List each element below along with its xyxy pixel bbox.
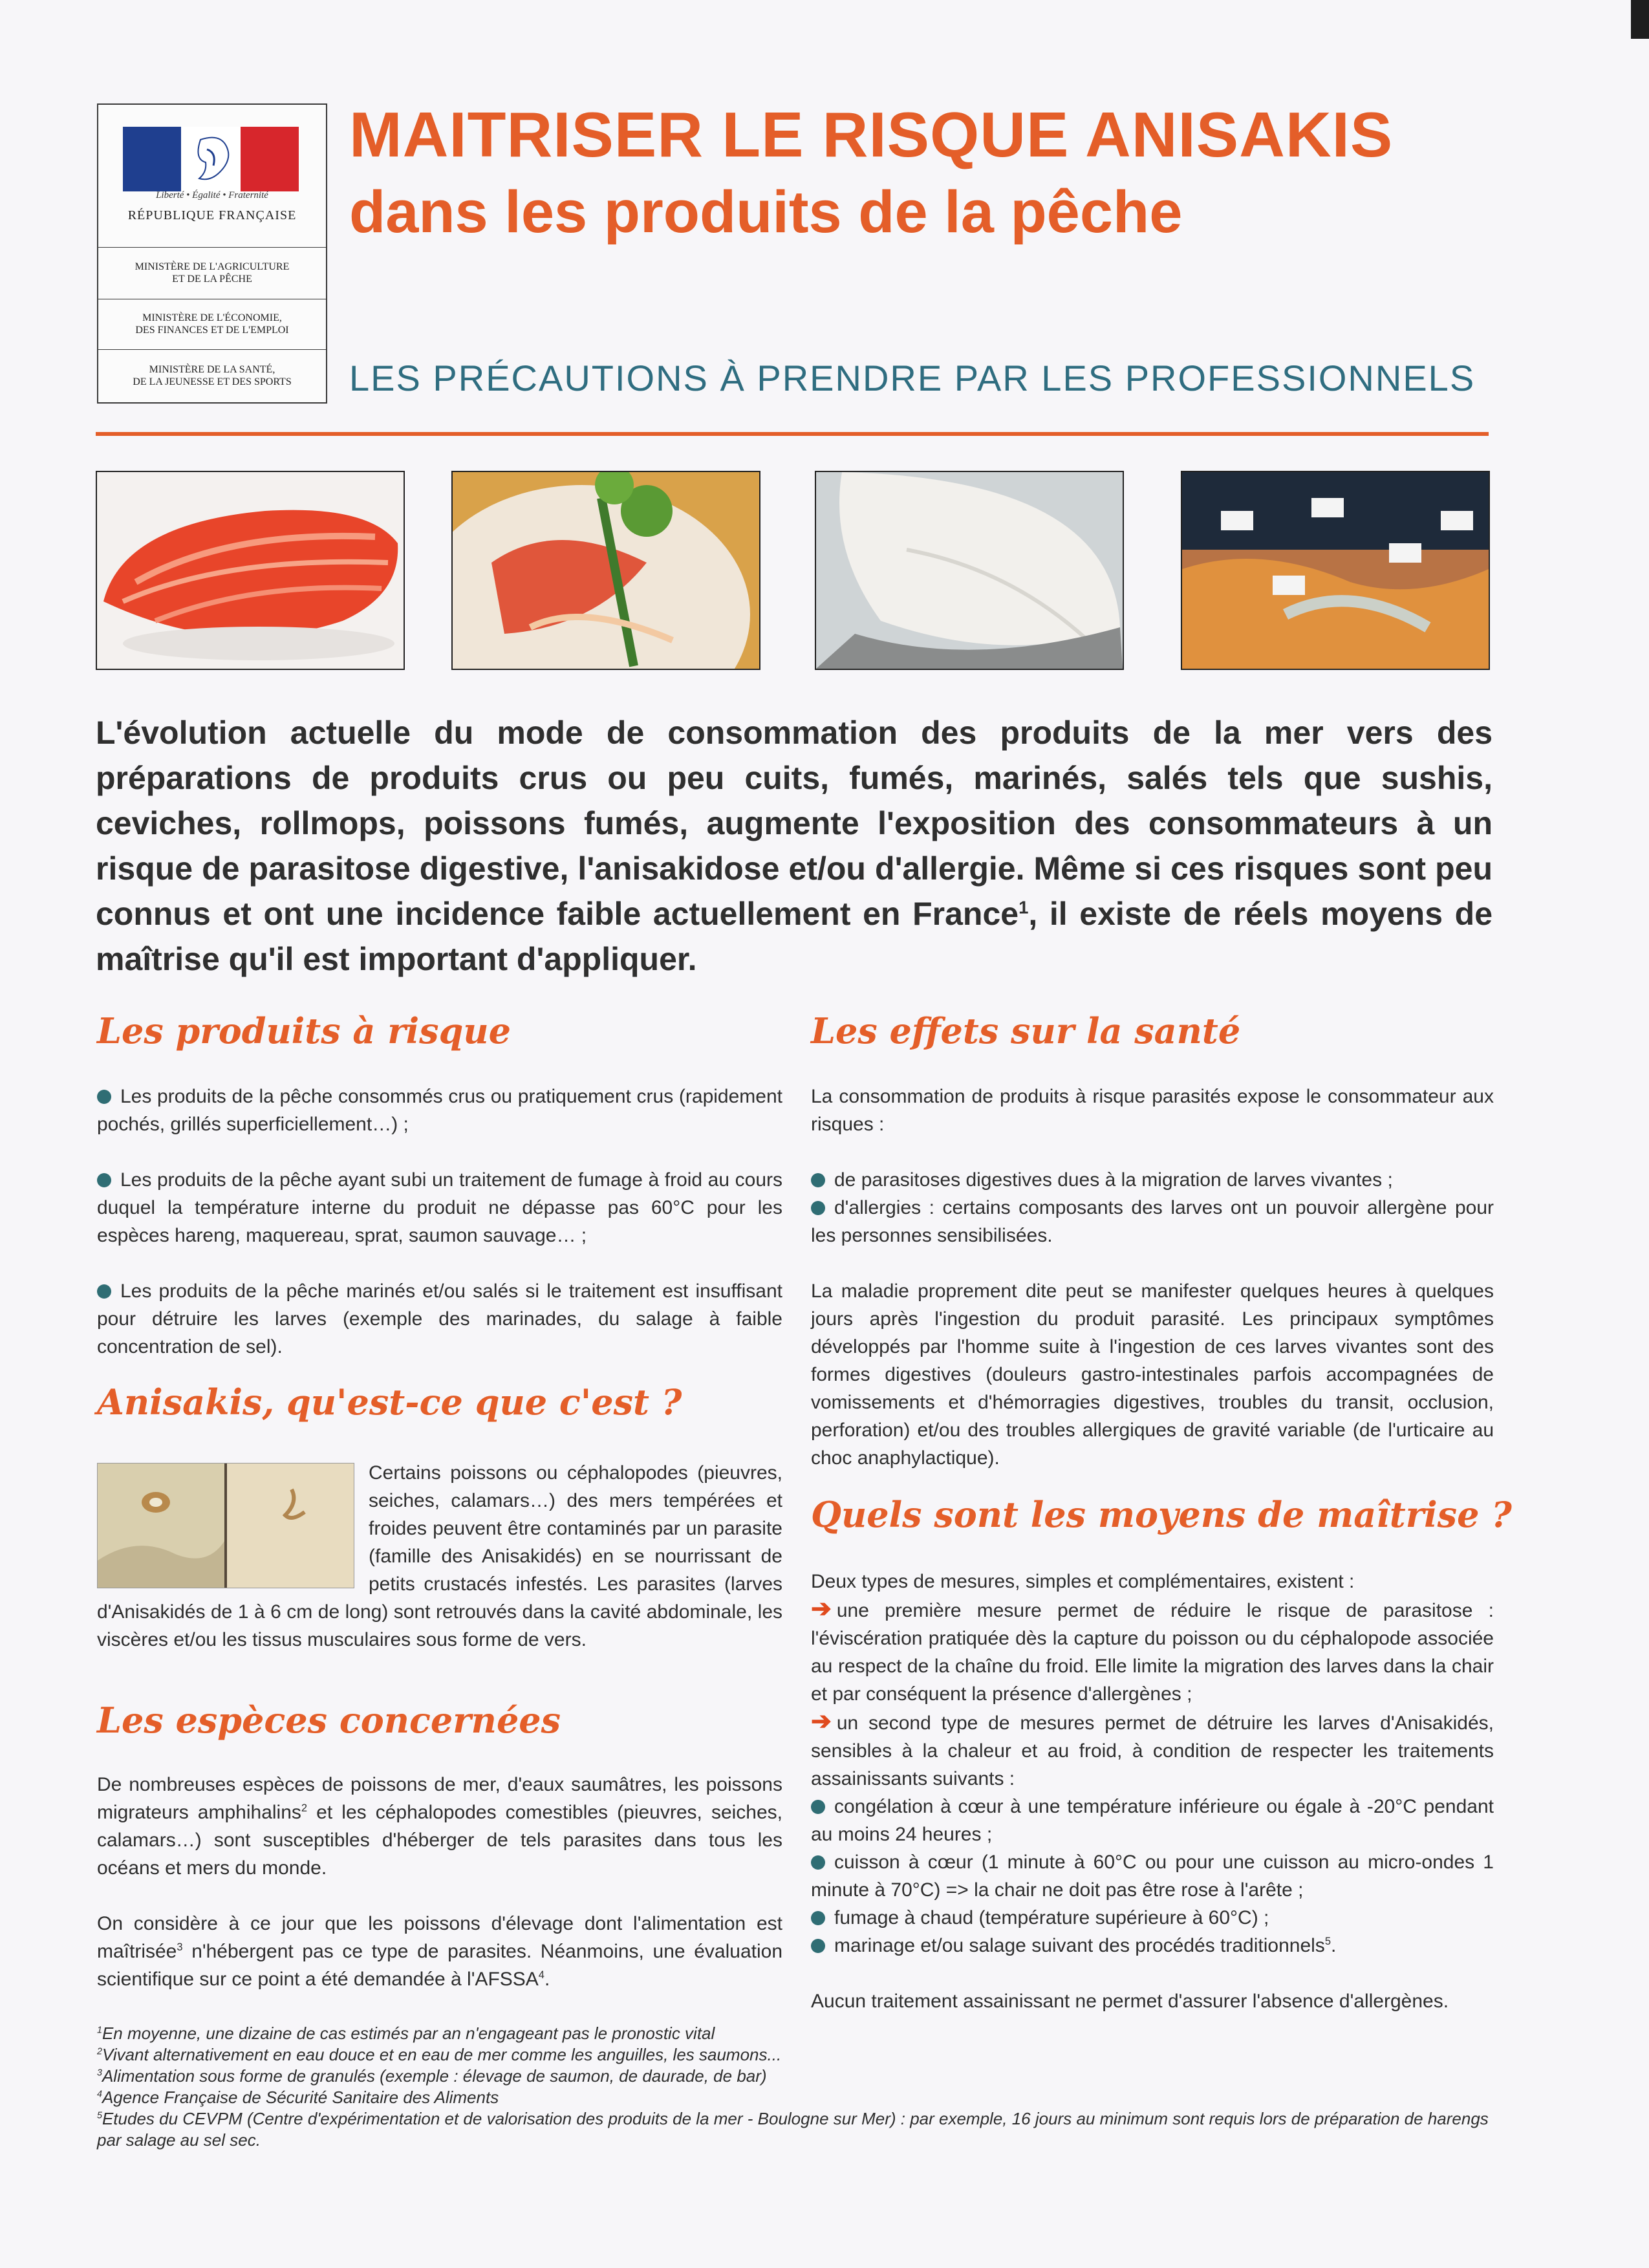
bullet-icon xyxy=(97,1173,111,1187)
raw-fish-steak-photo xyxy=(815,471,1124,670)
intro-paragraph: L'évolution actuelle du mode de consommation des produits de la mer vers des préparations de produits crus ou peu cuits, fumés, marinés, salés tels que sushis, ceviches, rollmops, poissons fumés, augmente l'exposition des consommateurs à un risque de parasitose digestive, l'anisakidose et/ou d'allergie. Même si ces risques sont peu connus et ont une incidence faible actuellement en France$^1$, il existe de réels moyens de maîtrise qu'il est important d'appliquer. xyxy=(96,715,1493,977)
especes-text: De nombreuses espèces de poissons de mer, d'eaux saumâtres, les poissons migrateurs amphihalins$^2$ et les céphalopodes comestibles (pieuvres, seiches, calamars…) sont susceptibles d'héberger de tels parasites dans tous les océans et mers du monde. On considère à ce jour que les poissons d'élevage dont l'alimentation est maîtrisée$^3$ n'hébergent pas ce type de parasites. Néanmoins, une évaluation scientifique sur ce point a été demandée à l'AFSSA$^4$. xyxy=(97,1774,783,1990)
heading-produits-a-risque: Les produits à risque xyxy=(97,1010,511,1052)
bullet-icon xyxy=(811,1855,825,1870)
heading-moyens-maitrise: Quels sont les moyens de maîtrise ? xyxy=(811,1494,1512,1535)
ministry-agriculture: MINISTÈRE DE L'AGRICULTURE ET DE LA PÊCHE xyxy=(98,247,326,298)
list-item: congélation à cœur à une température inférieure ou égale à -20°C pendant au moins 24 heures ; xyxy=(811,1796,1494,1845)
bullet-icon xyxy=(811,1939,825,1953)
footnote: $^5$Etudes du CEVPM (Centre d'expérimentation et de valorisation des produits de la mer - Boulogne sur Mer) : par exemple, 16 jours au minimum sont requis lors de préparation de harengs par salage au sel sec. xyxy=(97,2109,1489,2150)
list-item: cuisson à cœur (1 minute à 60°C ou pour une cuisson au micro-ondes 1 minute à 70°C) => la chair ne doit pas être rose à l'arête ; xyxy=(811,1852,1494,1901)
fish-market-stall-photo xyxy=(1181,471,1490,670)
sushi-photo xyxy=(96,471,405,670)
effets-text: La consommation de produits à risque parasités expose le consommateur aux risques : de parasitoses digestives dues à la migration de larves vivantes ; d'allergies : certains composants des larves ont un pouvoir allergène pour les personnes sensibilisées. La maladie proprement dite peut se manifester quelques heures à quelques jours après l'ingestion du produit parasité. Les principaux symptômes développés par l'homme suite à l'ingestion de ces larves vivantes sont des formes digestives (douleurs gastro-intestinales parfois accompagnées de vomissements et d'hémorragies digestives, troubles du transit, occlusion, perforation) et/ou des troubles allergiques de gravité variable (de l'urticaire au choc anaphylactique). xyxy=(811,1086,1494,1469)
list-item: Les produits de la pêche ayant subi un traitement de fumage à froid au cours duquel la température interne du produit ne dépasse pas 60°C pour les espèces hareng, maquereau, sprat, saumon sauvage… ; xyxy=(97,1169,782,1246)
list-item: fumage à chaud (température supérieure à 60°C) ; xyxy=(811,1904,1494,1932)
bullet-icon xyxy=(811,1911,825,1925)
heading-especes: Les espèces concernées xyxy=(97,1700,561,1741)
republique-francaise: RÉPUBLIQUE FRANÇAISE xyxy=(127,208,297,222)
marianne-flag-icon xyxy=(123,127,299,191)
list-item: Les produits de la pêche consommés crus ou pratiquement crus (rapidement pochés, grillés superficiellement…) ; xyxy=(97,1086,782,1135)
list-item: marinage et/ou salage suivant des procédés traditionnels$^5$. xyxy=(811,1932,1494,1960)
title-divider xyxy=(96,432,1489,436)
list-item: d'allergies : certains composants des larves ont un pouvoir allergène pour les personnes sensibilisées. xyxy=(811,1197,1494,1246)
heading-effets-sante: Les effets sur la santé xyxy=(811,1010,1241,1052)
page-subtitle: LES PRÉCAUTIONS À PRENDRE PAR LES PROFESSIONNELS xyxy=(349,358,1476,398)
anisakis-text: Certains poissons ou céphalopodes (pieuvres, seiches, calamars…) des mers tempérées et froides peuvent être contaminés par un parasite (famille des Anisakidés) en se nourrissant de petits crustacés infestés. Les parasites (larves d'Anisakidés de 1 à 6 cm de long) sont retrouvés dans la cavité abdominale, les viscères et/ou les tissus musculaires sous forme de vers. xyxy=(97,1459,782,1654)
page-title-line2: dans les produits de la pêche xyxy=(349,179,1183,245)
republique-logo-block xyxy=(97,103,327,404)
ministry-sante: MINISTÈRE DE LA SANTÉ, DE LA JEUNESSE ET DES SPORTS xyxy=(98,349,326,402)
footnote: $^2$Vivant alternativement en eau douce et en eau de mer comme les anguilles, les saumons... xyxy=(97,2045,782,2064)
bullet-icon xyxy=(97,1090,111,1104)
bullet-icon xyxy=(811,1201,825,1215)
list-item: Les produits de la pêche marinés et/ou salés si le traitement est insuffisant pour détruire les larves (exemple des marinades, du salage à faible concentration de sel). xyxy=(97,1280,782,1357)
produits-list xyxy=(97,1083,782,1361)
arrow-right-icon: ➔ xyxy=(811,1595,832,1623)
arrow-right-icon: ➔ xyxy=(811,1708,832,1735)
bullet-icon xyxy=(811,1173,825,1187)
bullet-icon xyxy=(97,1284,111,1299)
list-item: de parasitoses digestives dues à la migration de larves vivantes ; xyxy=(811,1166,1494,1194)
moyens-text: Deux types de mesures, simples et complémentaires, existent : ➔ une première mesure permet de réduire le risque de parasitose : l'éviscération pratiquée dès la capture du poisson ou du céphalopode associée au respect de la chaîne du froid. Elle limite la migration des larves dans la chair et par conséquent la présence d'allergènes ; ➔ un second type de mesures permet de détruire les larves d'Anisakidés, sensibles à la chaleur et au froid, à condition de respecter les traitements assainissants suivants : congélation à cœur à une température inférieure ou égale à -20°C pendant au moins 24 heures ; cuisson à cœur (1 minute à 60°C ou pour une cuisson au micro-ondes 1 minute à 70°C) => la chair ne doit pas être rose à l'arête ; fumage à chaud (température supérieure à 60°C) ; marinage et/ou salage suivant des procédés traditionnels$^5$. Aucun traitement assainissant ne permet d'assurer l'absence d'allergènes. xyxy=(811,1571,1494,2012)
motto: Liberté • Égalité • Fraternité xyxy=(156,190,268,200)
footnote: $^4$Agence Française de Sécurité Sanitaire des Aliments xyxy=(97,2088,499,2107)
image-spacer xyxy=(97,1459,369,1588)
page-title: MAITRISER LE RISQUE ANISAKIS xyxy=(349,99,1394,170)
scan-edge xyxy=(1631,0,1649,39)
footnote: $^1$En moyenne, une dizaine de cas estimés par an n'engageant pas le pronostic vital xyxy=(97,2024,715,2043)
smoked-salmon-plate-photo xyxy=(451,471,760,670)
ministry-economie: MINISTÈRE DE L'ÉCONOMIE, DES FINANCES ET DE L'EMPLOI xyxy=(98,299,326,349)
heading-anisakis: Anisakis, qu'est-ce que c'est ? xyxy=(97,1381,682,1423)
bullet-icon xyxy=(811,1800,825,1814)
footnotes xyxy=(97,2023,1494,2151)
footnote: $^3$Alimentation sous forme de granulés (exemple : élevage de saumon, de daurade, de bar) xyxy=(97,2066,767,2086)
